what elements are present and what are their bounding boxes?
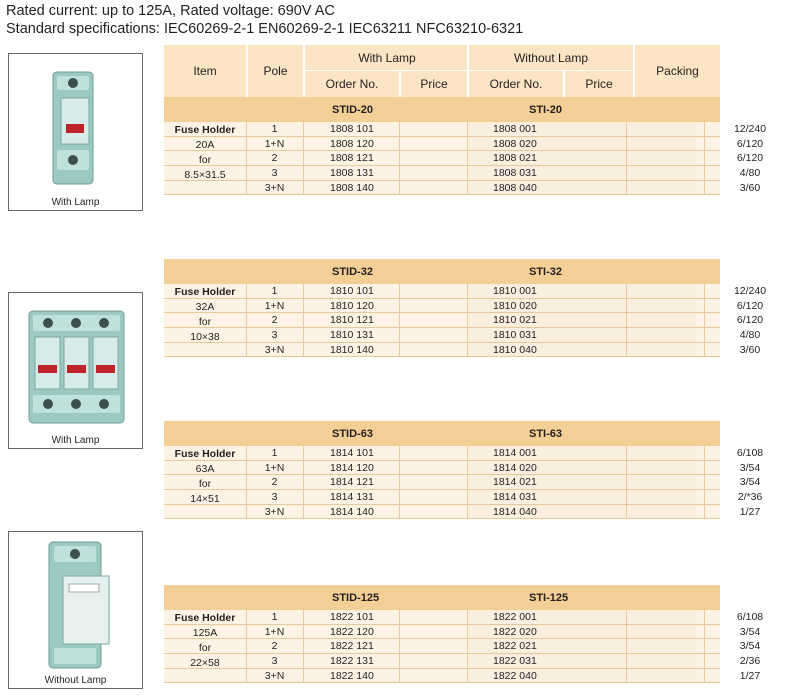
cell-order-no-lamp: 1814 121 (330, 476, 374, 489)
cell-order-no-lamp: 1810 120 (330, 299, 374, 312)
cell-order-no-lamp: 1814 140 (330, 505, 374, 518)
header-with-lamp: With Lamp (358, 51, 416, 65)
cell-order-no-nolamp: 1808 031 (493, 166, 537, 179)
table-row (164, 122, 767, 137)
cell-order-no-nolamp: 1810 001 (493, 284, 537, 297)
cell-pole: 3+N (264, 669, 285, 682)
cell-order-no-lamp: 1822 120 (330, 625, 374, 638)
cell-price-nolamp (626, 166, 704, 180)
cell-packing: 1/27 (739, 505, 761, 518)
item-description (164, 123, 246, 183)
cell-price-nolamp (626, 328, 704, 342)
item-description (164, 611, 246, 671)
cell-price-lamp (399, 284, 467, 298)
cell-order-no-nolamp: 1814 020 (493, 461, 537, 474)
series-band (164, 585, 720, 610)
item-for: for (198, 315, 212, 328)
cell-order-no-nolamp: 1822 031 (493, 654, 537, 667)
cell-order-no-nolamp: 1808 021 (493, 152, 537, 165)
item-product: Fuse Holder (174, 285, 236, 298)
cell-pole: 3 (271, 166, 278, 179)
series-with-lamp: STID-20 (332, 103, 373, 116)
cell-pole: 2 (271, 640, 278, 653)
cell-price-lamp (399, 137, 467, 151)
cell-packing: 12/240 (733, 122, 767, 135)
cell-price-nolamp (626, 122, 704, 136)
table-row (164, 313, 764, 328)
cell-pole: 1 (271, 446, 278, 459)
cell-order-no-lamp: 1822 140 (330, 669, 374, 682)
header-packing: Packing (656, 64, 699, 78)
series-with-lamp: STID-125 (332, 591, 380, 604)
cell-price-nolamp (626, 610, 704, 624)
table-row (164, 299, 764, 314)
cell-price-nolamp (626, 625, 704, 639)
table-row (164, 639, 761, 654)
series-band (164, 421, 720, 446)
item-for: for (198, 153, 212, 166)
cell-packing: 6/108 (736, 610, 764, 623)
cell-price-nolamp (626, 446, 704, 460)
cell-order-no-nolamp: 1814 040 (493, 505, 537, 518)
cell-pole: 1+N (264, 461, 285, 474)
cell-pole: 1 (271, 284, 278, 297)
cell-order-no-nolamp: 1810 040 (493, 343, 537, 356)
cell-order-no-nolamp: 1808 040 (493, 181, 537, 194)
header-order-no-lamp: Order No. (325, 77, 379, 91)
photo-single-pole-without-lamp (8, 531, 143, 689)
cell-packing: 6/120 (736, 314, 764, 327)
cell-packing: 3/54 (739, 625, 761, 638)
cell-pole: 1 (271, 122, 278, 135)
table-row (164, 475, 761, 490)
table-row (164, 669, 761, 684)
item-description (164, 447, 246, 507)
item-for: for (198, 477, 212, 490)
header-order-no-nolamp: Order No. (489, 77, 543, 91)
item-fuse-size: 14×51 (190, 492, 220, 505)
item-product: Fuse Holder (174, 611, 236, 624)
table-row (164, 461, 761, 476)
cell-price-nolamp (626, 654, 704, 668)
series-without-lamp: STI-32 (529, 265, 563, 278)
cell-order-no-lamp: 1808 120 (330, 137, 374, 150)
item-fuse-size: 10×38 (190, 330, 220, 343)
cell-pole: 3 (271, 654, 278, 667)
table-row (164, 284, 767, 299)
cell-packing: 3/54 (739, 476, 761, 489)
table-row (164, 625, 761, 640)
rating-line: Rated current: up to 125A, Rated voltage: 690V AC (6, 3, 335, 19)
header-item: Item (193, 64, 217, 78)
series-band (164, 259, 720, 284)
cell-price-lamp (399, 490, 467, 504)
cell-pole: 1+N (264, 625, 285, 638)
table-row (164, 654, 761, 669)
photo-caption: With Lamp (51, 197, 100, 208)
series-with-lamp: STID-32 (332, 265, 373, 278)
cell-order-no-lamp: 1814 120 (330, 461, 374, 474)
cell-order-no-nolamp: 1822 040 (493, 669, 537, 682)
item-for: for (198, 641, 212, 654)
cell-price-nolamp (626, 151, 704, 165)
cell-pole: 2 (271, 476, 278, 489)
cell-packing: 4/80 (739, 328, 761, 341)
cell-packing: 4/80 (739, 166, 761, 179)
photo-single-pole-with-lamp (8, 53, 143, 211)
cell-price-lamp (399, 461, 467, 475)
header-price-lamp: Price (420, 77, 448, 91)
fuse-holder-1p-image (9, 54, 142, 194)
cell-order-no-lamp: 1810 140 (330, 343, 374, 356)
cell-price-nolamp (626, 299, 704, 313)
cell-order-no-lamp: 1814 101 (330, 446, 374, 459)
cell-packing: 2/36 (739, 654, 761, 667)
cell-price-lamp (399, 625, 467, 639)
cell-price-nolamp (626, 461, 704, 475)
cell-price-lamp (399, 639, 467, 653)
table-row (164, 505, 761, 520)
cell-order-no-nolamp: 1810 021 (493, 314, 537, 327)
cell-packing: 3/60 (739, 343, 761, 356)
cell-order-no-nolamp: 1822 021 (493, 640, 537, 653)
item-rating: 32A (195, 300, 215, 313)
cell-pole: 2 (271, 314, 278, 327)
photo-caption: With Lamp (51, 435, 100, 446)
table-row (164, 610, 764, 625)
cell-price-nolamp (626, 669, 704, 683)
cell-price-nolamp (626, 343, 704, 357)
cell-order-no-lamp: 1814 131 (330, 490, 374, 503)
cell-pole: 1+N (264, 137, 285, 150)
table-row (164, 490, 763, 505)
cell-packing: 1/27 (739, 669, 761, 682)
cell-price-nolamp (626, 313, 704, 327)
cell-price-lamp (399, 505, 467, 519)
cell-order-no-nolamp: 1808 020 (493, 137, 537, 150)
table-row (164, 181, 761, 196)
cell-packing: 3/54 (739, 461, 761, 474)
cell-packing: 3/54 (739, 640, 761, 653)
cell-packing: 6/108 (736, 446, 764, 459)
item-product: Fuse Holder (174, 123, 236, 136)
table-header (164, 45, 720, 97)
table-row (164, 328, 761, 343)
cell-order-no-lamp: 1808 140 (330, 181, 374, 194)
cell-order-no-lamp: 1822 121 (330, 640, 374, 653)
cell-price-nolamp (626, 639, 704, 653)
cell-price-lamp (399, 669, 467, 683)
photo-caption: Without Lamp (44, 675, 107, 686)
item-fuse-size: 22×58 (190, 656, 220, 669)
cell-price-lamp (399, 654, 467, 668)
item-rating: 125A (192, 626, 218, 639)
fuse-holder-125a-image (9, 532, 142, 674)
standards-line: Standard specifications: IEC60269-2-1 EN60269-2-1 IEC63211 NFC63210-6321 (6, 21, 524, 37)
series-without-lamp: STI-63 (529, 427, 563, 440)
cell-price-lamp (399, 610, 467, 624)
table-row (164, 151, 764, 166)
cell-order-no-nolamp: 1810 020 (493, 299, 537, 312)
cell-pole: 3 (271, 490, 278, 503)
cell-order-no-nolamp: 1814 001 (493, 446, 537, 459)
cell-price-nolamp (626, 137, 704, 151)
cell-pole: 2 (271, 152, 278, 165)
cell-order-no-lamp: 1810 131 (330, 328, 374, 341)
cell-price-lamp (399, 299, 467, 313)
series-band (164, 97, 720, 122)
item-fuse-size: 8.5×31.5 (184, 168, 226, 181)
cell-order-no-nolamp: 1822 001 (493, 610, 537, 623)
cell-price-lamp (399, 166, 467, 180)
cell-price-lamp (399, 343, 467, 357)
cell-order-no-lamp: 1808 131 (330, 166, 374, 179)
series-without-lamp: STI-125 (529, 591, 569, 604)
cell-order-no-lamp: 1808 121 (330, 152, 374, 165)
cell-pole: 3 (271, 328, 278, 341)
fuse-holder-3p-image (9, 293, 142, 433)
cell-packing: 6/120 (736, 299, 764, 312)
header-price-nolamp: Price (585, 77, 613, 91)
cell-packing: 6/120 (736, 137, 764, 150)
header-without-lamp: Without Lamp (513, 51, 589, 65)
item-description (164, 285, 246, 345)
cell-pole: 1+N (264, 299, 285, 312)
cell-price-nolamp (626, 490, 704, 504)
cell-order-no-nolamp: 1814 021 (493, 476, 537, 489)
cell-packing: 12/240 (733, 284, 767, 297)
header-pole: Pole (263, 64, 288, 78)
cell-price-lamp (399, 328, 467, 342)
cell-price-nolamp (626, 284, 704, 298)
cell-order-no-lamp: 1822 101 (330, 610, 374, 623)
item-rating: 63A (195, 462, 215, 475)
cell-price-lamp (399, 151, 467, 165)
item-rating: 20A (195, 138, 215, 151)
cell-price-nolamp (626, 181, 704, 195)
cell-order-no-lamp: 1822 131 (330, 654, 374, 667)
cell-pole: 3+N (264, 181, 285, 194)
photo-three-pole-with-lamp (8, 292, 143, 449)
item-product: Fuse Holder (174, 447, 236, 460)
cell-price-nolamp (626, 505, 704, 519)
cell-price-lamp (399, 446, 467, 460)
table-row (164, 166, 761, 181)
cell-order-no-lamp: 1810 121 (330, 314, 374, 327)
cell-price-lamp (399, 181, 467, 195)
cell-price-lamp (399, 475, 467, 489)
table-row (164, 137, 764, 152)
cell-order-no-nolamp: 1810 031 (493, 328, 537, 341)
cell-price-lamp (399, 313, 467, 327)
cell-order-no-nolamp: 1808 001 (493, 122, 537, 135)
cell-order-no-nolamp: 1814 031 (493, 490, 537, 503)
series-with-lamp: STID-63 (332, 427, 373, 440)
cell-pole: 3+N (264, 343, 285, 356)
cell-order-no-nolamp: 1822 020 (493, 625, 537, 638)
cell-pole: 3+N (264, 505, 285, 518)
cell-order-no-lamp: 1808 101 (330, 122, 374, 135)
series-without-lamp: STI-20 (529, 103, 563, 116)
cell-packing: 2/*36 (737, 490, 763, 503)
cell-price-nolamp (626, 475, 704, 489)
cell-price-lamp (399, 122, 467, 136)
cell-packing: 6/120 (736, 152, 764, 165)
table-row (164, 446, 764, 461)
table-row (164, 343, 761, 358)
cell-pole: 1 (271, 610, 278, 623)
cell-order-no-lamp: 1810 101 (330, 284, 374, 297)
cell-packing: 3/60 (739, 181, 761, 194)
